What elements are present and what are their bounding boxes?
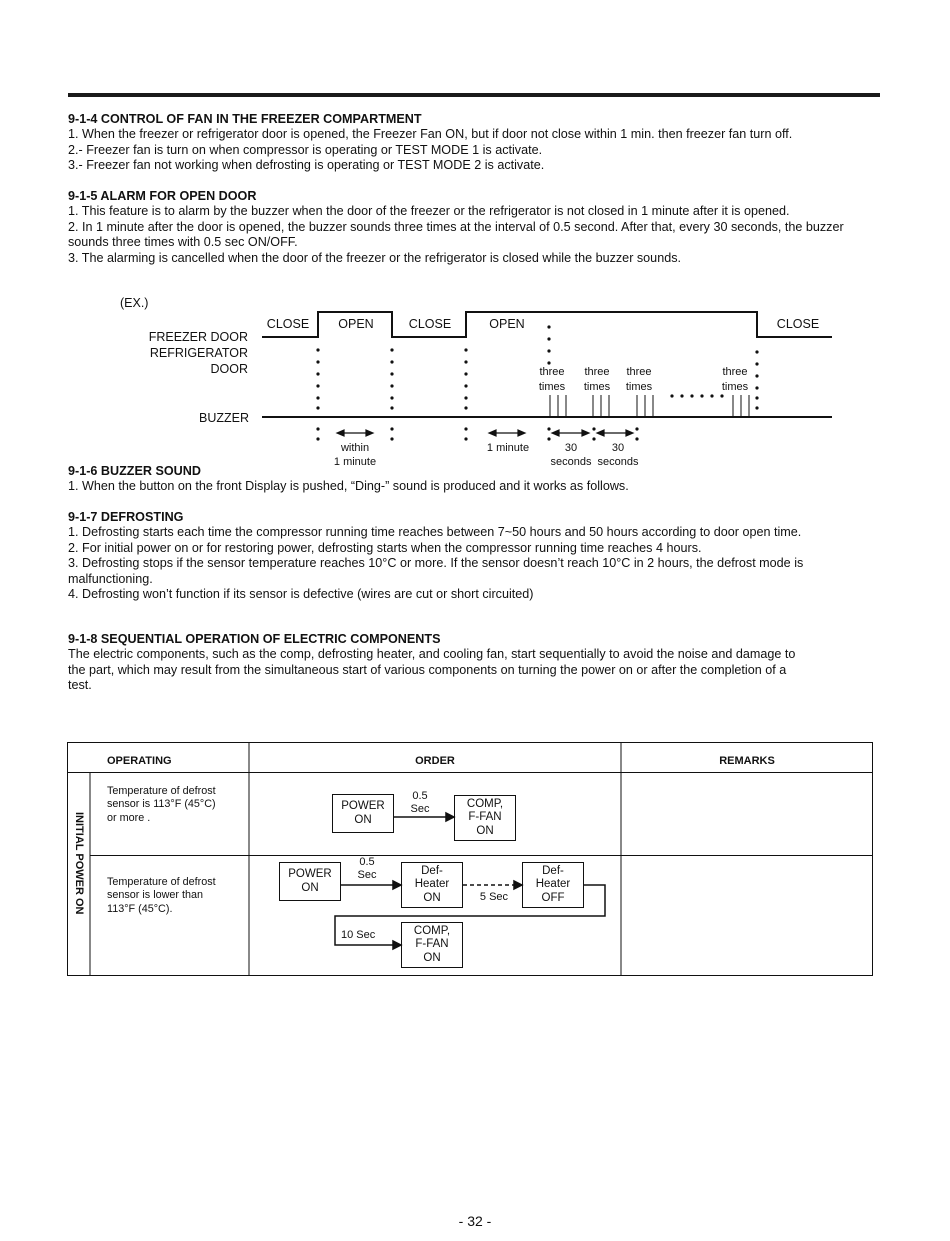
section-line: 2.- Freezer fan is turn on when compressor is operating or TEST MODE 1 is activate. xyxy=(68,142,543,157)
pulse-label-three: three xyxy=(539,366,565,378)
interval-arrows xyxy=(337,430,633,436)
group-label-initial-power-on: INITIAL POWER ON xyxy=(73,812,85,915)
section-line: 3. The alarming is cancelled when the door of the freezer or the refrigerator is closed while the buzzer sounds. xyxy=(68,250,681,265)
section-heading: 9-1-4 CONTROL OF FAN IN THE FREEZER COMPARTMENT xyxy=(68,112,422,126)
pulse-label-three: three xyxy=(584,366,610,378)
section-heading: 9-1-8 SEQUENTIAL OPERATION OF ELECTRIC COMPONENTS xyxy=(68,632,441,646)
section-heading: 9-1-6 BUZZER SOUND xyxy=(68,464,201,478)
sequential-operation-table xyxy=(67,742,873,976)
section-9-1-6 xyxy=(68,464,883,495)
section-line: The electric components, such as the comp, defrosting heater, and cooling fan, start sequentially to avoid the noise and damage to the part, which may result from the simultaneous start of various components on turning the power on or after the completion of a test. xyxy=(68,647,796,693)
row2-condition xyxy=(107,876,216,916)
section-heading: 9-1-5 ALARM FOR OPEN DOOR xyxy=(68,189,257,203)
condition-line: Temperature of defrost xyxy=(107,785,216,797)
section-line: 2. For initial power on or for restoring power, defrosting starts when the compressor running time reaches 4 hours. xyxy=(68,540,702,555)
table-grid xyxy=(67,742,873,976)
state-close: CLOSE xyxy=(266,317,310,331)
header-operating: OPERATING xyxy=(107,755,172,767)
state-close: CLOSE xyxy=(408,317,452,331)
buzzer-label: BUZZER xyxy=(199,411,249,425)
state-close: CLOSE xyxy=(776,317,820,331)
pulse-label-times: times xyxy=(583,381,611,393)
section-9-1-7 xyxy=(68,510,883,602)
interval-label: within xyxy=(340,442,370,454)
interval-label: 1 minute xyxy=(333,456,377,468)
state-open: OPEN xyxy=(489,317,525,331)
section-line: 4. Defrosting won’t function if its sensor is defective (wires are cut or short circuited) xyxy=(68,587,534,602)
arrow-label-10-sec: 10 Sec xyxy=(341,929,376,941)
pulse-label-times: times xyxy=(538,381,566,393)
interval-label: seconds xyxy=(550,456,592,468)
buzzer-pulses xyxy=(550,395,749,417)
pulse-label-times: times xyxy=(721,381,749,393)
pulse-label-times: times xyxy=(625,381,653,393)
dotted-markers xyxy=(316,325,758,440)
arrow-label-5-sec: 5 Sec xyxy=(479,891,509,903)
box-def-heater-on: Def- Heater ON xyxy=(401,862,463,908)
condition-line: Temperature of defrost xyxy=(107,876,216,888)
condition-line: sensor is 113°F (45°C) xyxy=(107,798,216,811)
header-remarks: REMARKS xyxy=(719,755,775,767)
section-heading: 9-1-7 DEFROSTING xyxy=(68,510,184,524)
section-line: 3.- Freezer fan not working when defrosting is operating or TEST MODE 2 is activate. xyxy=(68,158,545,173)
section-line: 1. Defrosting starts each time the compressor running time reaches between 7~50 hours and 50 hours according to door open time. xyxy=(68,525,802,540)
interval-label: seconds xyxy=(597,456,639,468)
arrow-label-0-5-sec: 0.5 Sec xyxy=(410,790,430,815)
section-line: 1. When the freezer or refrigerator door is opened, the Freezer Fan ON, but if door not close within 1 min. then freezer fan turn off. xyxy=(68,127,793,142)
door-label: DOOR xyxy=(210,362,248,376)
example-label: (EX.) xyxy=(120,296,149,310)
top-rule xyxy=(68,93,880,97)
state-open: OPEN xyxy=(338,317,374,331)
box-power-on: POWER ON xyxy=(332,794,394,833)
arrow-label-0-5-sec: 0.5 Sec xyxy=(357,856,377,881)
freezer-door-label: FREEZER DOOR xyxy=(148,330,248,344)
header-order: ORDER xyxy=(415,755,455,767)
pulse-label-three: three xyxy=(722,366,748,378)
section-line: 2. In 1 minute after the door is opened, the buzzer sounds three times at the interval of 0.5 second. After that, every 30 seconds, the buzzer sounds three times with 0.5 sec ON/OFF. xyxy=(68,219,844,250)
box-def-heater-off: Def- Heater OFF xyxy=(522,862,584,908)
box-power-on: POWER ON xyxy=(279,862,341,901)
row1-condition xyxy=(107,785,216,825)
box-comp-f-fan-on: COMP, F-FAN ON xyxy=(454,795,516,841)
page-number: - 32 - xyxy=(458,1213,492,1229)
box-comp-f-fan-on: COMP, F-FAN ON xyxy=(401,922,463,968)
refrigerator-label: REFRIGERATOR xyxy=(149,346,248,360)
door-alarm-timing-diagram xyxy=(0,290,950,470)
section-line: 1. This feature is to alarm by the buzzer when the door of the freezer or the refrigerator is not closed in 1 minute after it is opened. xyxy=(68,204,790,219)
section-9-1-4 xyxy=(68,112,883,174)
pulse-label-three: three xyxy=(626,366,652,378)
interval-label: 30 xyxy=(611,442,625,454)
section-9-1-8 xyxy=(68,632,808,694)
condition-line: sensor is lower than xyxy=(107,889,204,902)
section-line: 1. When the button on the front Display is pushed, “Ding-” sound is produced and it works as follows. xyxy=(68,479,629,494)
condition-line: or more . xyxy=(107,811,151,824)
interval-label: 1 minute xyxy=(486,442,530,454)
condition-line: 113°F (45°C). xyxy=(107,902,173,915)
interval-label: 30 xyxy=(564,442,578,454)
section-9-1-5 xyxy=(68,189,883,266)
section-line: 3. Defrosting stops if the sensor temperature reaches 10°C or more. If the sensor doesn’t reach 10°C in 2 hours, the defrost mode is malfunctioning. xyxy=(68,556,804,586)
